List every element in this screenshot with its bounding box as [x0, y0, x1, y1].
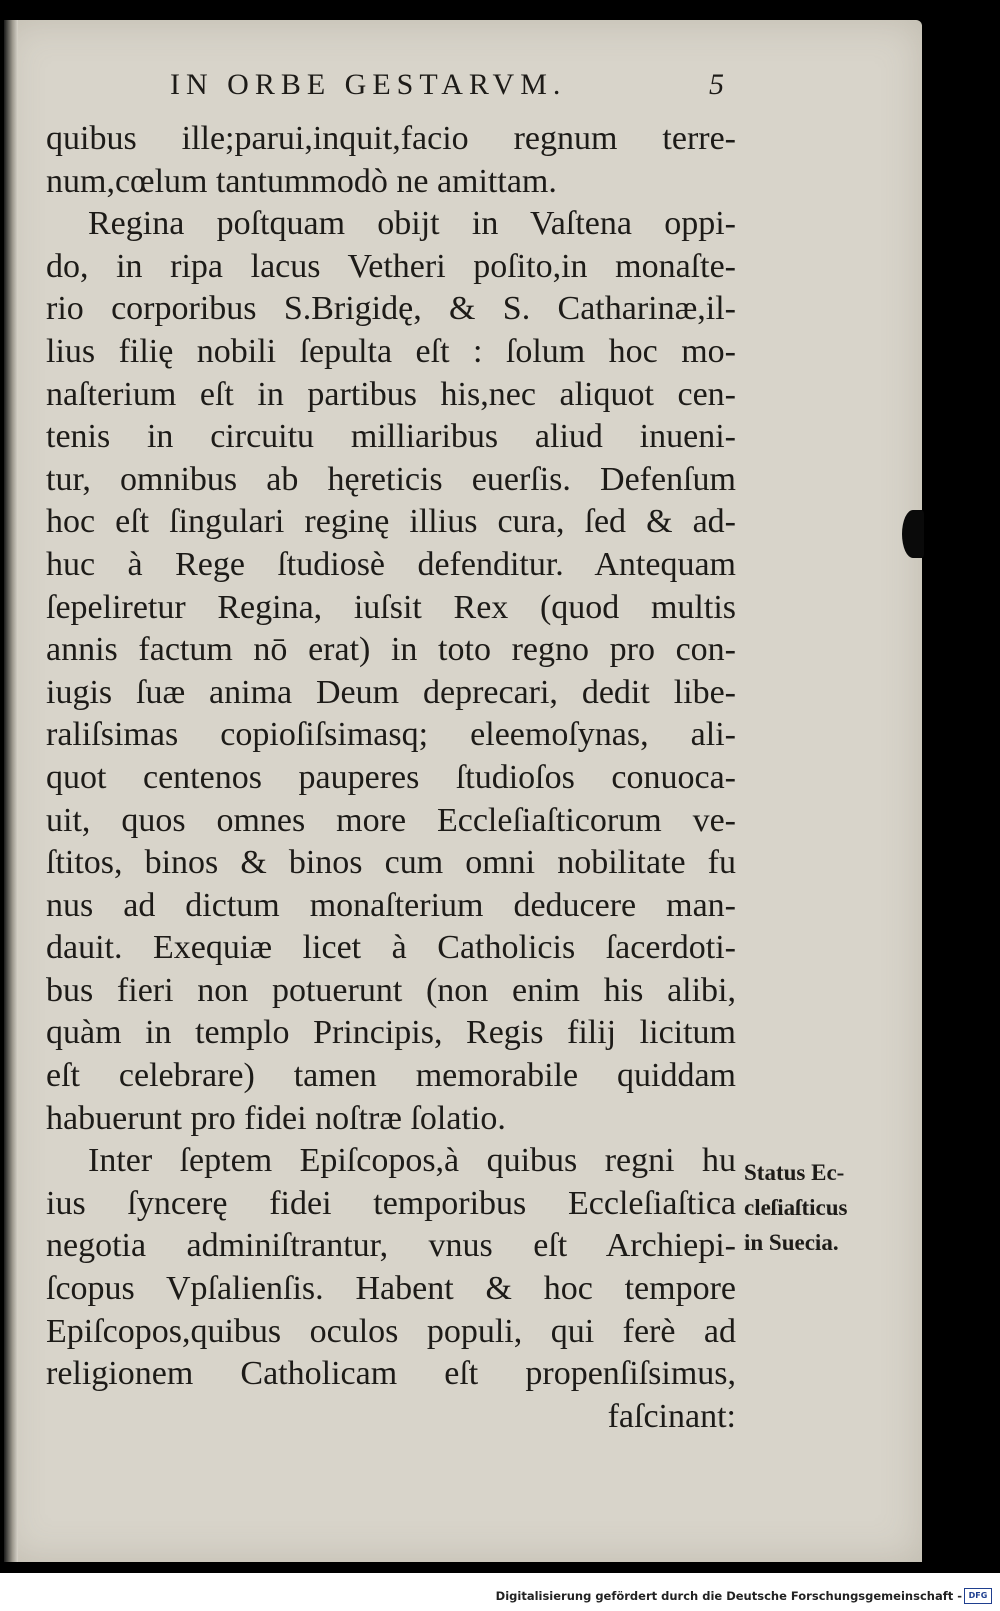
text-line: Inter ſeptem Epiſcopos,à quibus regni hu	[88, 1142, 736, 1180]
book-page	[4, 20, 922, 1562]
text-line: religionem Catholicam eſt propenſiſsimus,	[46, 1355, 736, 1393]
text-line: quot centenos pauperes ſtudioſos conuoca-	[46, 758, 736, 796]
text-line: tur, omnibus ab hęreticis euerſis. Defenſum	[46, 460, 736, 498]
text-line: rio corporibus S.Brigidę, & S. Catharinæ,il-	[46, 290, 736, 328]
text-line: quibus ille;parui,inquit,facio regnum terre-	[46, 120, 736, 157]
text-line: negotia adminiſtrantur, vnus eſt Archiepi-	[46, 1227, 736, 1265]
text-line: tenis in circuitu milliaribus aliud inueni-	[46, 418, 736, 456]
footer-credit: Digitalisierung gefördert durch die Deutsche Forschungsgemeinschaft -	[495, 1589, 962, 1603]
marginal-note-line: Status Ec-	[744, 1160, 845, 1185]
text-line: habuerunt pro fidei noſtræ ſolatio.	[46, 1099, 506, 1137]
text-line: raliſsimas copioſiſsimasq; eleemoſynas, ali-	[46, 716, 736, 754]
text-line: huc à Rege ſtudiosè defenditur. Antequam	[46, 545, 736, 583]
page-number: 5	[709, 68, 724, 101]
marginal-note-line: cleſiaſticus	[744, 1195, 848, 1220]
text-line: ſepeliretur Regina, iuſsit Rex (quod multis	[46, 588, 736, 626]
running-title: IN ORBE GESTARVM.	[170, 68, 567, 101]
text-line: nus ad dictum monaſterium deducere man-	[46, 886, 736, 924]
text-line: ſtitos, binos & binos cum omni nobilitate fu	[46, 844, 736, 882]
running-head	[4, 68, 922, 108]
text-line: ſcopus Vpſalienſis. Habent & hoc tempore	[46, 1270, 736, 1308]
marginal-note-line: in Suecia.	[744, 1230, 839, 1255]
text-line: annis factum nō erat) in toto regno pro con-	[46, 631, 736, 669]
text-line: do, in ripa lacus Vetheri poſito,in monaſte-	[46, 247, 736, 285]
text-line: lius filię nobili ſepulta eſt : ſolum hoc mo-	[46, 332, 736, 370]
body-text	[46, 118, 736, 1438]
text-line: dauit. Exequiæ licet à Catholicis ſacerdoti-	[46, 929, 736, 967]
text-line: iugis ſuæ anima Deum deprecari, dedit libe-	[46, 673, 736, 711]
text-line: Epiſcopos,quibus oculos populi, qui ferè ad	[46, 1312, 736, 1350]
page-spine-shadow	[4, 20, 18, 1562]
marginal-note	[744, 1155, 894, 1260]
text-line: quàm in templo Principis, Regis filij licitum	[46, 1014, 736, 1052]
text-line: eſt celebrare) tamen memorabile quiddam	[46, 1057, 736, 1095]
digitization-footer	[0, 1573, 1000, 1611]
ink-blot	[902, 510, 924, 558]
text-line: Regina poſtquam obijt in Vaſtena oppi-	[88, 205, 736, 243]
text-line: num,cœlum tantummodò ne amittam.	[46, 162, 557, 200]
text-line: ius ſyncerę fidei temporibus Eccleſiaſtica	[46, 1184, 736, 1222]
text-line: hoc eſt ſingulari reginę illius cura, ſed & ad-	[46, 503, 736, 541]
dfg-logo: DFG	[964, 1588, 992, 1604]
text-line: bus fieri non potuerunt (non enim his alibi,	[46, 971, 736, 1009]
text-line: naſterium eſt in partibus his,nec aliquot cen-	[46, 375, 736, 413]
text-line: uit, quos omnes more Eccleſiaſticorum ve-	[46, 801, 736, 839]
catchword: faſcinant:	[607, 1397, 736, 1435]
